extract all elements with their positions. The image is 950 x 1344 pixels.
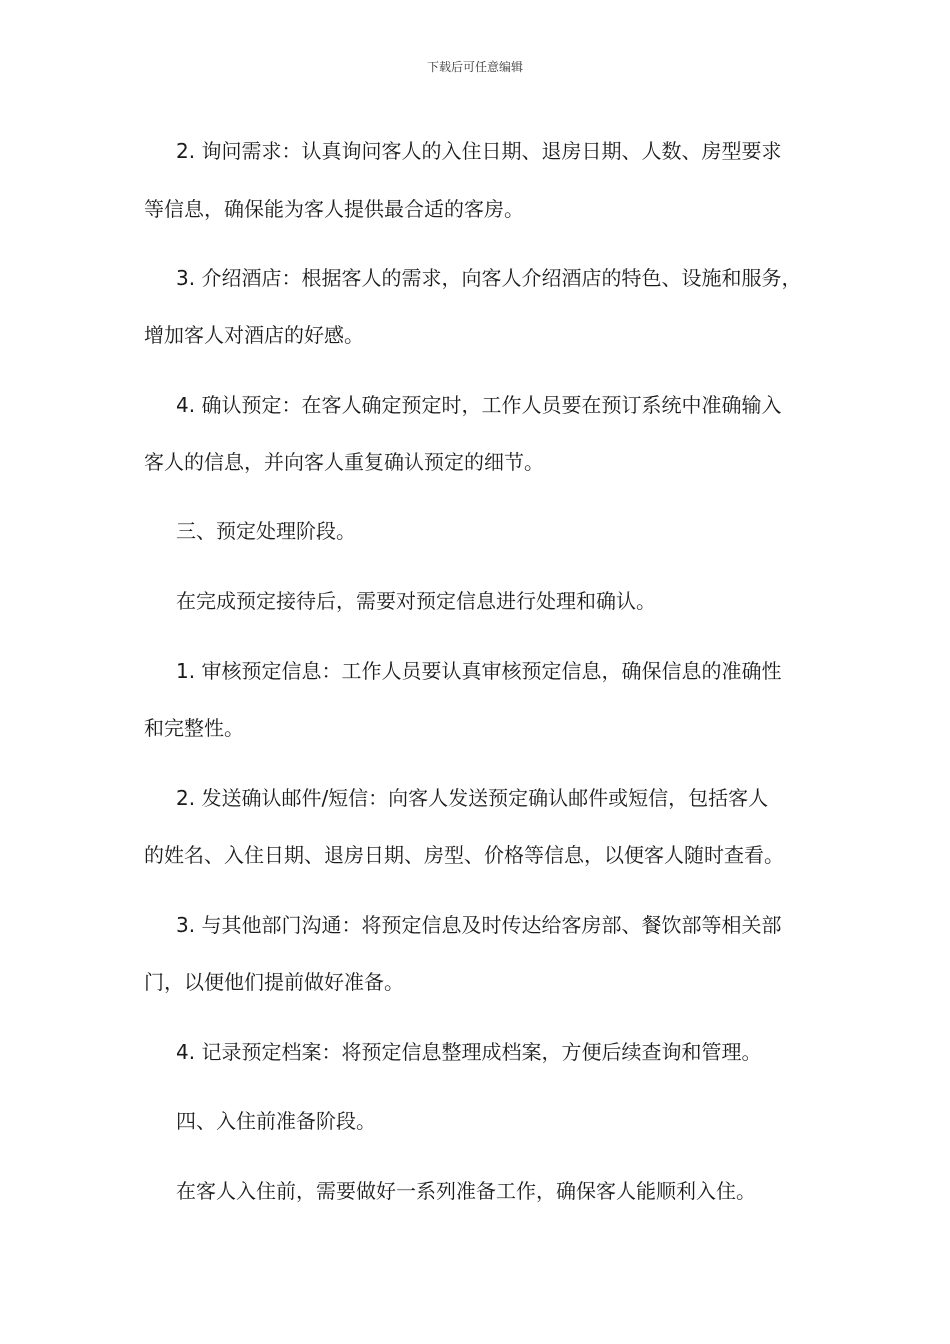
paragraph-line: 增加客人对酒店的好感。 — [144, 323, 364, 347]
paragraph-line: 的姓名、入住日期、退房日期、房型、价格等信息，以便客人随时查看。 — [144, 843, 784, 867]
section-heading: 四、入住前准备阶段。 — [176, 1109, 376, 1133]
section-heading: 三、预定处理阶段。 — [176, 519, 356, 543]
paragraph-line: 客人的信息，并向客人重复确认预定的细节。 — [144, 450, 544, 474]
paragraph-line: 在客人入住前，需要做好一系列准备工作，确保客人能顺利入住。 — [176, 1179, 756, 1203]
paragraph-line: 2. 发送确认邮件/短信：向客人发送预定确认邮件或短信，包括客人 — [176, 786, 769, 810]
paragraph-line: 门，以便他们提前做好准备。 — [144, 970, 404, 994]
paragraph-line: 4. 记录预定档案：将预定信息整理成档案，方便后续查询和管理。 — [176, 1040, 762, 1064]
paragraph-line: 和完整性。 — [144, 716, 244, 740]
paragraph-line: 在完成预定接待后，需要对预定信息进行处理和确认。 — [176, 589, 656, 613]
paragraph-line: 1. 审核预定信息：工作人员要认真审核预定信息，确保信息的准确性 — [176, 659, 782, 683]
paragraph-line: 等信息，确保能为客人提供最合适的客房。 — [144, 197, 524, 221]
paragraph-line: 3. 介绍酒店：根据客人的需求，向客人介绍酒店的特色、设施和服务， — [176, 266, 802, 290]
page-header: 下载后可任意编辑 — [426, 60, 523, 74]
paragraph-line: 4. 确认预定：在客人确定预定时，工作人员要在预订系统中准确输入 — [176, 393, 782, 417]
paragraph-line: 2. 询问需求：认真询问客人的入住日期、退房日期、人数、房型要求 — [176, 139, 782, 163]
paragraph-line: 3. 与其他部门沟通：将预定信息及时传达给客房部、餐饮部等相关部 — [176, 913, 782, 937]
